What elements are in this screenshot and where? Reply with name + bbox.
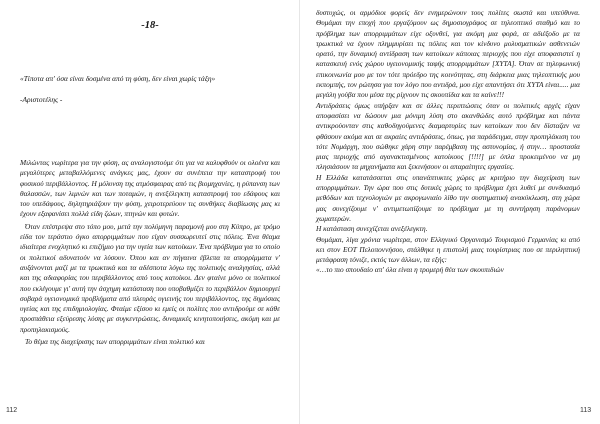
left-page-body [20,158,280,347]
paragraph: «…το πιο σπουδαίο απ' όλα είναι η τρομερή θέα των σκουπιδιών [316,265,504,275]
paragraph: δυστυχώς, οι αρμόδιοι φορείς δεν ενημερώνουν τους πολίτες σωστά και υπεύθυνα. Θυμάμαι την εποχή που εργαζόμουν ως δημοσιογράφος σε τηλεοπτικό σταθμό και το πρόβλημα των απορριμμάτων είχε οξυνθεί, για ακόμη μια φορά, σε αδιέξοδο με τα τρωκτικά να έχουν πλημμυρίσει τις πόλεις και τον κίνδυνο μολυσματικών ασθενειών ορατό, την δυναμική αντίδραση των κατοίκων κάποιας περιοχής που είχε αποφασιστεί η κατασκευή ενός χώρου υγειονομικής ταφής απορριμμάτων [ΧΥΤΑ]. Όταν σε τηλεφωνική επικοινωνία μου με τον τότε πρόεδρο της κοινότητας, στη διάρκεια μιας τηλεοπτικής μου εκπομπής, τον ρώτησα για τον λόγο που αντιδρά, μου είχε απαντήσει ότι ΧΥΤΑ είναι..... μια μεγάλη γούβα που μέσα της ρίχνουν τις σκουπίδια και τα καίνε!!! [316,8,580,100]
epigraph-author: -Αριστοτέλης - [20,95,63,104]
paragraph: Θυμάμαι, λίγα χρόνια νωρίτερα, στον Ελληνικό Οργανισμό Τουρισμού Γερμανίας κι από κει στον ΕΟΤ Πελοποννήσου, στάλθηκε η επιστολή μιας τουρίστριας που σε περιληπτική μετάφραση τόνιζε, εκτός των άλλων, τα εξής: [316,234,580,265]
paragraph: Αντιδράσεις όμως υπήρξαν και σε άλλες περιπτώσεις όταν οι πολιτικές αρχές είχαν αποφασίσει να δώσουν μια μόνιμη λύση στο ακανθώδες αυτό πρόβλημα και πάντα αντικρούονταν στις καθοδηγούμενες διαμαρτυρίες των κατοίκων που δεν δίσταζαν να φθάσουν ακόμα και σε ακραίες αντιδράσεις, όπως, για παράδειγμα, στην προπηλάκιση του τότε Νομάρχη, που σώθηκε χάρη στην παρέμβαση της αστυνομίας, ή στην… προστασία μιας περιοχής από αγανακτισμένους κατοίκους [!!!!] με όπλα προκειμένου να μη πλησιάσουν τα μηχανήματα και ξεκινήσουν οι απαραίτητες εργασίες. [316,100,580,172]
page-number-right: 113 [580,407,592,414]
paragraph: Όταν επέστρεψα στο τόπο μου, μετά την πολύμηνη παραμονή μου στη Κύπρο, με τρόμο είδα τον τεράστιο όγκο απορριμμάτων που είχαν συσσωρευτεί στις πόλεις. Ένα θέαμα ιδιαίτερα ενοχλητικό κι επιζήμιο για την υγεία των κατοίκων. Ένα πρόβλημα για το οποίο οι πολιτικοί αδυνατούν να λύσουν. Όπου και αν πήγαινα έβλεπα τα απορρίμματα ν' αυξάνονται μαζί με τα τρωκτικά και τα αδέσποτα λόγω της πολιτικής αναλγησίας, αλλά και της αδιαφορίας του περιβάλλοντος από τους κατοίκοι. Δεν φταίνε μόνο οι πολιτικοί που εκλέγουμε γι' αυτή την άσχημη κατάσταση που υποβαθμίζει το περιβάλλον δημιουργεί σοβαρά υγειονομικά προβλήματα από πλευράς υγιεινής του περιβάλλοντος, της δημόσιας υγείας και της επιδημιολογίας. Φταίμε εξίσου κι εμείς οι πολίτες που αντιδρούμε σε κάθε προσπάθεια εξεύρεσης λύσης με συγκεντρώσεις, δυναμικές κινητοποιήσεις, ακόμη και με προπηλακισμούς. [20,221,280,334]
paragraph: Μιλώντας νωρίτερα για την φύση, ας αναλογιστούμε ότι για να καλυφθούν οι ολοένα και μεγαλύτερες μεταβαλλόμενες ανάγκες μας, έχουν σα συνέπεια την καταστροφή του φυσικού περιβάλλοντος. Η μόλυνση της ατμόσφαιρας από τις βιομηχανίες, η ρύπανση των θαλασσών, των λιμνών και των ποταμών, η ανεξέλεγκτη καταστροφή του εδάφους και του υπεδάφους, δηλητηριάζουν την φύση, χειροτερεύουν τις συνθήκες διαβίωσης μας κι έχουν εξαφανίσει πολλά είδη ζώων, πτηνών και φυτών. [20,158,280,219]
right-page-body [316,8,580,276]
page-number-left: 112 [6,407,18,414]
paragraph: Η κατάσταση συνεχίζεται ανεξέλεγκτη. [316,224,428,234]
paragraph: Η Ελλάδα κατατάσσεται στις υπανάπτυκτες χώρες με κριτήριο την διαχείριση των απορριμμάτων. Την ώρα που στις δυτικές χώρες το πρόβλημα έχει λυθεί με συνδυασμό μεθόδων και τεχνολογιών με ακρογωνιαίο λίθο την συστηματική ανακύκλωση, στη χώρα μας συνεχίζουμε ν' αντιμετωπίζουμε το πρόβλημα με τη συντήρηση παράνομων χωματερών. [316,172,580,223]
chapter-number: -18- [141,20,159,31]
epigraph-quote: «Τίποτα απ' όσα είναι δοσμένα από τη φύση, δεν είναι χωρίς τάξη» [20,74,216,83]
paragraph: Το θέμα της διαχείρισης των απορριμμάτων είναι πολιτικό και [25,337,205,347]
